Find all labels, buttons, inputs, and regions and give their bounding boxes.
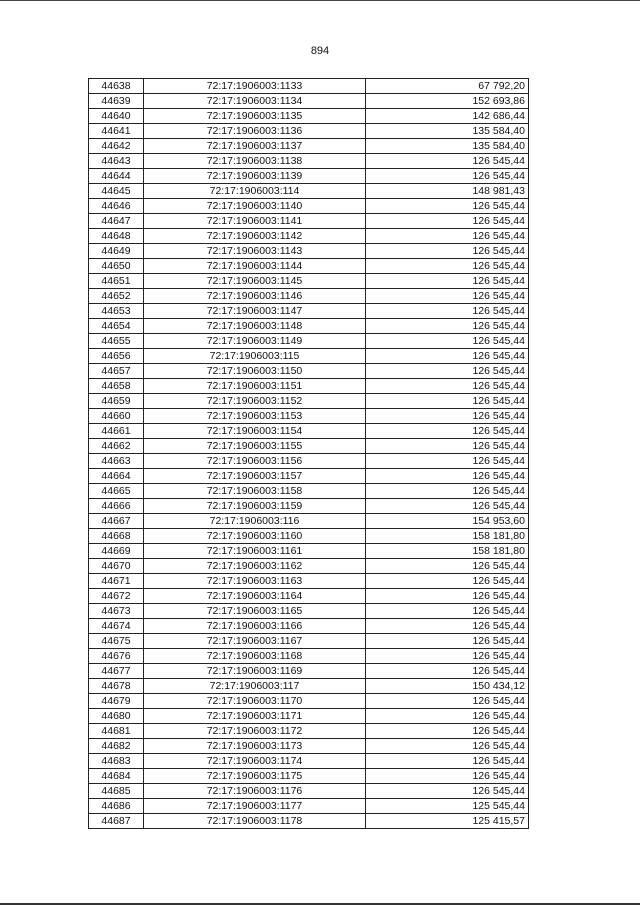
row-number-cell: 44665 [89, 484, 144, 499]
table-row [89, 709, 529, 724]
value-cell: 126 545,44 [366, 499, 529, 514]
value-cell: 152 693,86 [366, 94, 529, 109]
cadastral-number-cell: 72:17:1906003:1149 [144, 334, 366, 349]
cadastral-number-cell: 72:17:1906003:1164 [144, 589, 366, 604]
value-cell: 125 415,57 [366, 814, 529, 829]
cadastral-number-cell: 72:17:1906003:1171 [144, 709, 366, 724]
table-row [89, 499, 529, 514]
value-cell: 126 545,44 [366, 709, 529, 724]
table-row [89, 769, 529, 784]
row-number-cell: 44651 [89, 274, 144, 289]
value-cell: 148 981,43 [366, 184, 529, 199]
table-row [89, 274, 529, 289]
table-row [89, 394, 529, 409]
row-number-cell: 44661 [89, 424, 144, 439]
value-cell: 67 792,20 [366, 79, 529, 94]
cadastral-number-cell: 72:17:1906003:1172 [144, 724, 366, 739]
cadastral-number-cell: 72:17:1906003:1156 [144, 454, 366, 469]
row-number-cell: 44668 [89, 529, 144, 544]
row-number-cell: 44641 [89, 124, 144, 139]
cadastral-number-cell: 72:17:1906003:1176 [144, 784, 366, 799]
value-cell: 126 545,44 [366, 439, 529, 454]
cadastral-number-cell: 72:17:1906003:1170 [144, 694, 366, 709]
cadastral-number-cell: 72:17:1906003:1143 [144, 244, 366, 259]
row-number-cell: 44686 [89, 799, 144, 814]
cadastral-number-cell: 72:17:1906003:116 [144, 514, 366, 529]
value-cell: 126 545,44 [366, 259, 529, 274]
cadastral-number-cell: 72:17:1906003:1155 [144, 439, 366, 454]
row-number-cell: 44647 [89, 214, 144, 229]
row-number-cell: 44671 [89, 574, 144, 589]
row-number-cell: 44662 [89, 439, 144, 454]
cadastral-number-cell: 72:17:1906003:1154 [144, 424, 366, 439]
row-number-cell: 44674 [89, 619, 144, 634]
value-cell: 126 545,44 [366, 649, 529, 664]
cadastral-number-cell: 72:17:1906003:1135 [144, 109, 366, 124]
cadastral-number-cell: 72:17:1906003:1160 [144, 529, 366, 544]
row-number-cell: 44675 [89, 634, 144, 649]
cadastral-number-cell: 72:17:1906003:1147 [144, 304, 366, 319]
cadastral-number-cell: 72:17:1906003:1150 [144, 364, 366, 379]
value-cell: 126 545,44 [366, 154, 529, 169]
value-cell: 126 545,44 [366, 634, 529, 649]
cadastral-number-cell: 72:17:1906003:1173 [144, 739, 366, 754]
cadastral-number-cell: 72:17:1906003:1142 [144, 229, 366, 244]
value-cell: 158 181,80 [366, 544, 529, 559]
cadastral-number-cell: 72:17:1906003:114 [144, 184, 366, 199]
value-cell: 126 545,44 [366, 559, 529, 574]
row-number-cell: 44645 [89, 184, 144, 199]
row-number-cell: 44667 [89, 514, 144, 529]
table-row [89, 424, 529, 439]
table-row [89, 79, 529, 94]
row-number-cell: 44680 [89, 709, 144, 724]
cadastral-number-cell: 72:17:1906003:1162 [144, 559, 366, 574]
value-cell: 126 545,44 [366, 364, 529, 379]
table-row [89, 454, 529, 469]
cadastral-number-cell: 72:17:1906003:1151 [144, 379, 366, 394]
cadastral-number-cell: 72:17:1906003:117 [144, 679, 366, 694]
value-cell: 126 545,44 [366, 694, 529, 709]
table-row [89, 559, 529, 574]
table-row [89, 589, 529, 604]
value-cell: 126 545,44 [366, 589, 529, 604]
table-row [89, 169, 529, 184]
table-row [89, 604, 529, 619]
value-cell: 142 686,44 [366, 109, 529, 124]
value-cell: 126 545,44 [366, 394, 529, 409]
value-cell: 126 545,44 [366, 274, 529, 289]
row-number-cell: 44685 [89, 784, 144, 799]
cadastral-number-cell: 72:17:1906003:1133 [144, 79, 366, 94]
row-number-cell: 44654 [89, 319, 144, 334]
table-row [89, 184, 529, 199]
table-row [89, 154, 529, 169]
cadastral-number-cell: 72:17:1906003:1134 [144, 94, 366, 109]
row-number-cell: 44648 [89, 229, 144, 244]
cadastral-number-cell: 72:17:1906003:1139 [144, 169, 366, 184]
cadastral-number-cell: 72:17:1906003:1178 [144, 814, 366, 829]
row-number-cell: 44669 [89, 544, 144, 559]
table-row [89, 304, 529, 319]
row-number-cell: 44652 [89, 289, 144, 304]
table-row [89, 289, 529, 304]
cadastral-number-cell: 72:17:1906003:1159 [144, 499, 366, 514]
table-row [89, 334, 529, 349]
row-number-cell: 44653 [89, 304, 144, 319]
row-number-cell: 44683 [89, 754, 144, 769]
value-cell: 126 545,44 [366, 244, 529, 259]
value-cell: 125 545,44 [366, 799, 529, 814]
row-number-cell: 44670 [89, 559, 144, 574]
value-cell: 158 181,80 [366, 529, 529, 544]
cadastral-number-cell: 72:17:1906003:1144 [144, 259, 366, 274]
table-row [89, 544, 529, 559]
row-number-cell: 44663 [89, 454, 144, 469]
table-row [89, 199, 529, 214]
value-cell: 126 545,44 [366, 604, 529, 619]
table-row [89, 94, 529, 109]
value-cell: 126 545,44 [366, 664, 529, 679]
row-number-cell: 44677 [89, 664, 144, 679]
cadastral-number-cell: 72:17:1906003:1157 [144, 469, 366, 484]
row-number-cell: 44649 [89, 244, 144, 259]
value-cell: 126 545,44 [366, 379, 529, 394]
table-row [89, 664, 529, 679]
cadastral-value-table [88, 78, 529, 829]
row-number-cell: 44657 [89, 364, 144, 379]
value-cell: 126 545,44 [366, 349, 529, 364]
row-number-cell: 44639 [89, 94, 144, 109]
table-row [89, 109, 529, 124]
table-row [89, 619, 529, 634]
row-number-cell: 44679 [89, 694, 144, 709]
value-cell: 126 545,44 [366, 739, 529, 754]
cadastral-number-cell: 72:17:1906003:1148 [144, 319, 366, 334]
value-cell: 126 545,44 [366, 169, 529, 184]
row-number-cell: 44656 [89, 349, 144, 364]
value-cell: 154 953,60 [366, 514, 529, 529]
table-row [89, 124, 529, 139]
value-cell: 126 545,44 [366, 424, 529, 439]
row-number-cell: 44655 [89, 334, 144, 349]
table-row [89, 679, 529, 694]
value-cell: 126 545,44 [366, 754, 529, 769]
row-number-cell: 44642 [89, 139, 144, 154]
cadastral-number-cell: 72:17:1906003:1153 [144, 409, 366, 424]
cadastral-number-cell: 72:17:1906003:1138 [144, 154, 366, 169]
table-row [89, 574, 529, 589]
page-number: 894 [310, 45, 330, 57]
value-cell: 126 545,44 [366, 454, 529, 469]
table-row [89, 214, 529, 229]
row-number-cell: 44659 [89, 394, 144, 409]
value-cell: 126 545,44 [366, 229, 529, 244]
table-row [89, 229, 529, 244]
row-number-cell: 44676 [89, 649, 144, 664]
table-row [89, 364, 529, 379]
table-row [89, 634, 529, 649]
table-row [89, 649, 529, 664]
cadastral-number-cell: 72:17:1906003:1166 [144, 619, 366, 634]
table-row [89, 469, 529, 484]
row-number-cell: 44644 [89, 169, 144, 184]
value-cell: 126 545,44 [366, 469, 529, 484]
cadastral-number-cell: 72:17:1906003:1163 [144, 574, 366, 589]
table-row [89, 379, 529, 394]
row-number-cell: 44658 [89, 379, 144, 394]
table-row [89, 439, 529, 454]
table-row [89, 244, 529, 259]
row-number-cell: 44673 [89, 604, 144, 619]
table-row [89, 484, 529, 499]
row-number-cell: 44684 [89, 769, 144, 784]
table-row [89, 724, 529, 739]
cadastral-number-cell: 72:17:1906003:1177 [144, 799, 366, 814]
row-number-cell: 44646 [89, 199, 144, 214]
table-row [89, 529, 529, 544]
value-cell: 126 545,44 [366, 784, 529, 799]
row-number-cell: 44638 [89, 79, 144, 94]
table-row [89, 319, 529, 334]
value-cell: 126 545,44 [366, 409, 529, 424]
cadastral-number-cell: 72:17:1906003:1140 [144, 199, 366, 214]
value-cell: 126 545,44 [366, 484, 529, 499]
table-row [89, 514, 529, 529]
value-cell: 126 545,44 [366, 619, 529, 634]
row-number-cell: 44650 [89, 259, 144, 274]
row-number-cell: 44643 [89, 154, 144, 169]
row-number-cell: 44682 [89, 739, 144, 754]
cadastral-number-cell: 72:17:1906003:1169 [144, 664, 366, 679]
row-number-cell: 44681 [89, 724, 144, 739]
value-cell: 126 545,44 [366, 724, 529, 739]
table-row [89, 814, 529, 829]
value-cell: 126 545,44 [366, 334, 529, 349]
value-cell: 135 584,40 [366, 139, 529, 154]
cadastral-number-cell: 72:17:1906003:1136 [144, 124, 366, 139]
cadastral-number-cell: 72:17:1906003:1158 [144, 484, 366, 499]
value-cell: 126 545,44 [366, 769, 529, 784]
table-body [89, 79, 529, 829]
value-cell: 150 434,12 [366, 679, 529, 694]
table-row [89, 349, 529, 364]
table-row [89, 739, 529, 754]
cadastral-number-cell: 72:17:1906003:1152 [144, 394, 366, 409]
table-row [89, 139, 529, 154]
cadastral-number-cell: 72:17:1906003:1165 [144, 604, 366, 619]
row-number-cell: 44664 [89, 469, 144, 484]
page-top-edge [0, 0, 640, 1]
value-cell: 126 545,44 [366, 574, 529, 589]
table-row [89, 409, 529, 424]
value-cell: 126 545,44 [366, 304, 529, 319]
cadastral-number-cell: 72:17:1906003:1175 [144, 769, 366, 784]
cadastral-number-cell: 72:17:1906003:1146 [144, 289, 366, 304]
table-row [89, 259, 529, 274]
value-cell: 126 545,44 [366, 319, 529, 334]
value-cell: 126 545,44 [366, 199, 529, 214]
cadastral-number-cell: 72:17:1906003:1167 [144, 634, 366, 649]
cadastral-number-cell: 72:17:1906003:1161 [144, 544, 366, 559]
table-row [89, 799, 529, 814]
table-row [89, 784, 529, 799]
cadastral-number-cell: 72:17:1906003:1168 [144, 649, 366, 664]
row-number-cell: 44666 [89, 499, 144, 514]
table-row [89, 694, 529, 709]
cadastral-number-cell: 72:17:1906003:115 [144, 349, 366, 364]
row-number-cell: 44640 [89, 109, 144, 124]
cadastral-number-cell: 72:17:1906003:1174 [144, 754, 366, 769]
table-row [89, 754, 529, 769]
row-number-cell: 44678 [89, 679, 144, 694]
row-number-cell: 44660 [89, 409, 144, 424]
value-cell: 135 584,40 [366, 124, 529, 139]
cadastral-number-cell: 72:17:1906003:1145 [144, 274, 366, 289]
cadastral-number-cell: 72:17:1906003:1137 [144, 139, 366, 154]
row-number-cell: 44687 [89, 814, 144, 829]
row-number-cell: 44672 [89, 589, 144, 604]
value-cell: 126 545,44 [366, 289, 529, 304]
value-cell: 126 545,44 [366, 214, 529, 229]
cadastral-number-cell: 72:17:1906003:1141 [144, 214, 366, 229]
